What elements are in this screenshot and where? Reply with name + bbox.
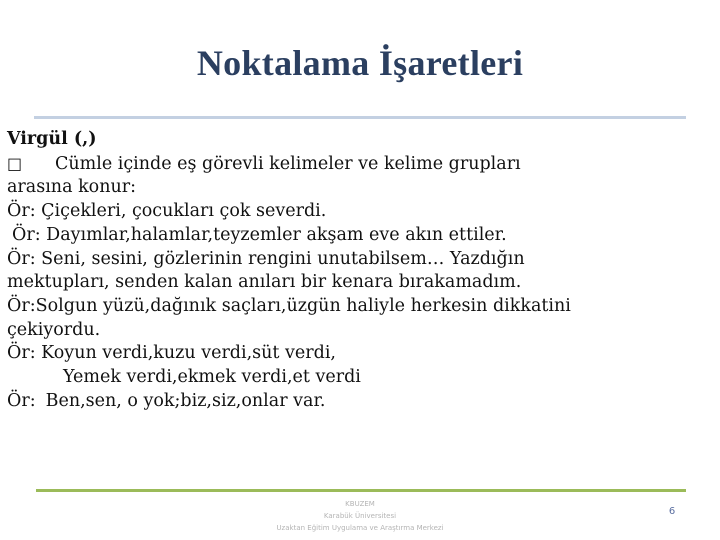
example-6 [7, 390, 713, 414]
example-3-continued: mektupları, senden kalan anıları bir kenara bırakamadım. [7, 272, 522, 293]
example-6-label: Ör: [7, 390, 36, 411]
example-6-text: Ben,sen, o yok;biz,siz,onlar var. [45, 390, 326, 411]
footer-university: Karabük Üniversitesi [323, 512, 397, 520]
footer-divider [36, 489, 686, 492]
rule-text: Cümle içinde eş görevli kelimeler ve kelime grupları [55, 153, 521, 174]
footer [200, 498, 520, 534]
slide-body [7, 128, 713, 413]
example-1: Ör: Çiçekleri, çocukları çok severdi. [7, 201, 327, 222]
rule-line-continued: arasına konur: [7, 177, 137, 198]
footer-org: KBUZEM [345, 500, 375, 508]
page-number: 6 [668, 506, 676, 517]
slide-title: Noktalama İşaretleri [196, 43, 524, 83]
bullet-square-icon: □ [7, 153, 23, 173]
rule-line [7, 152, 713, 177]
example-4-continued: çekiyordu. [7, 319, 101, 340]
footer-center: Uzaktan Eğitim Uygulama ve Araştırma Merkezi [276, 524, 444, 532]
example-5-continued: Yemek verdi,ekmek verdi,et verdi [63, 367, 361, 388]
example-5: Ör: Koyun verdi,kuzu verdi,süt verdi, [7, 343, 336, 364]
example-4: Ör:Solgun yüzü,dağınık saçları,üzgün haliyle herkesin dikkatini [7, 295, 571, 316]
section-heading: Virgül (,) [7, 129, 97, 149]
example-3: Ör: Seni, sesini, gözlerinin rengini unutabilsem… Yazdığın [7, 248, 525, 269]
example-2: Ör: Dayımlar,halamlar,teyzemler akşam eve akın ettiler. [12, 224, 507, 245]
title-divider [34, 116, 686, 119]
